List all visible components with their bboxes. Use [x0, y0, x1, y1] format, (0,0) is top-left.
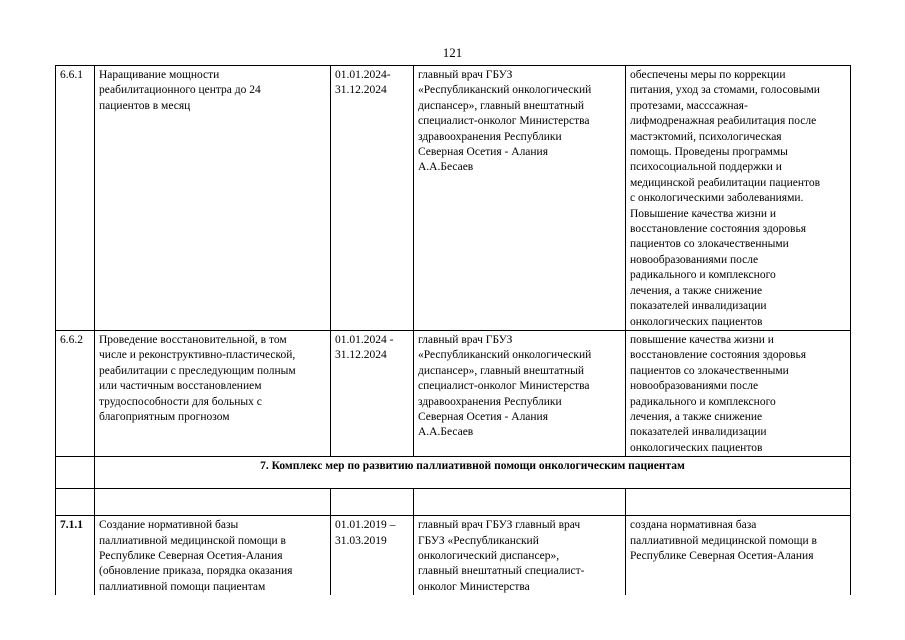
result-text-line: восстановление состояния здоровья	[630, 223, 806, 236]
section-number-cell	[56, 457, 95, 489]
result-text-line: психосоциальной поддержки и	[630, 161, 782, 174]
spacer-cell	[414, 489, 626, 516]
responsible-text-line: главный врач ГБУЗ главный врач	[418, 519, 581, 532]
responsible-text-line: здравоохранения Республики	[418, 395, 562, 408]
event-text-line: Наращивание мощности	[99, 69, 220, 81]
responsible-text-line: онколог Министерства	[418, 580, 530, 593]
date-cell	[331, 516, 414, 596]
responsible-cell	[414, 66, 626, 331]
result-text-line: лечения, а также снижение	[630, 410, 763, 423]
responsible-text-line: «Республиканский онкологический	[418, 84, 592, 97]
page-number: 121	[442, 45, 463, 60]
result-text-line: питания, уход за стомами, голосовыми	[630, 84, 820, 97]
result-text-line: онкологических пациентов	[630, 315, 763, 328]
result-text-line: пациентов со злокачественными	[630, 364, 789, 377]
result-cell	[626, 330, 851, 456]
result-text-line: пациентов со злокачественными	[630, 238, 789, 251]
responsible-text-line: здравоохранения Республики	[418, 130, 562, 143]
result-text-line: мастэктомий, психологическая	[630, 130, 782, 143]
spacer-cell	[56, 489, 95, 516]
result-text-line: протезами, масссажная-	[630, 99, 748, 112]
responsible-cell	[414, 516, 626, 596]
event-text-line: трудоспособности для больных с	[99, 395, 262, 408]
date-cell	[331, 66, 414, 331]
event-text-line: паллиативной медицинской помощи в	[99, 534, 286, 547]
row-number: 6.6.1	[56, 66, 95, 331]
result-cell	[626, 66, 851, 331]
table-row	[56, 516, 851, 596]
responsible-text-line: А.А.Бесаев	[418, 426, 474, 439]
responsible-text-line: онкологический диспансер»,	[418, 549, 560, 562]
responsible-text-line: Северная Осетия - Алания	[418, 146, 549, 159]
result-text-line: с онкологическими заболеваниями.	[630, 192, 804, 205]
event-text-line: Проведение восстановительной, в том	[99, 333, 287, 346]
event-text-line: реабилитационного центра до 24	[99, 84, 261, 97]
event-text-line: благоприятным прогнозом	[99, 410, 230, 423]
date-end: 31.12.2024	[335, 349, 387, 362]
row-number: 6.6.2	[56, 330, 95, 456]
date-start: 01.01.2024-	[335, 69, 391, 81]
result-text-line: онкологических пациентов	[630, 441, 763, 454]
spacer-cell	[626, 489, 851, 516]
result-text-line: лифмодренажная реабилитация после	[630, 115, 817, 128]
result-text-line: показателей инвалидизации	[630, 426, 767, 439]
result-text-line: лечения, а также снижение	[630, 284, 763, 297]
responsible-text-line: главный врач ГБУЗ	[418, 69, 513, 81]
result-text-line: помощь. Проведены программы	[630, 146, 788, 159]
event-cell	[95, 516, 331, 596]
responsible-text-line: главный врач ГБУЗ	[418, 333, 513, 346]
event-text-line: числе и реконструктивно-пластической,	[99, 349, 296, 362]
section-header-row	[56, 457, 851, 489]
responsible-text-line: Северная Осетия - Алания	[418, 410, 549, 423]
table-row	[56, 330, 851, 456]
result-text-line: восстановление состояния здоровья	[630, 349, 806, 362]
date-end: 31.03.2019	[335, 534, 387, 547]
spacer-cell	[95, 489, 331, 516]
event-text-line: (обновление приказа, порядка оказания	[99, 565, 293, 578]
activity-plan-table	[55, 65, 851, 595]
date-cell	[331, 330, 414, 456]
responsible-text-line: главный внештатный специалист-	[418, 565, 585, 578]
result-cell	[626, 516, 851, 596]
event-text-line: Республике Северная Осетия-Алания	[99, 549, 283, 562]
result-text-line: новообразованиями после	[630, 380, 759, 393]
responsible-text-line: специалист-онколог Министерства	[418, 380, 590, 393]
result-text-line: новообразованиями после	[630, 253, 759, 266]
result-text-line: медицинской реабилитации пациентов	[630, 176, 821, 189]
result-text-line: обеспечены меры по коррекции	[630, 69, 786, 81]
result-text-line: Повышение качества жизни и	[630, 207, 777, 220]
date-start: 01.01.2024 -	[335, 333, 394, 346]
responsible-text-line: ГБУЗ «Республиканский	[418, 534, 539, 547]
event-text-line: паллиативной помощи пациентам	[99, 580, 266, 593]
event-text-line: пациентов в месяц	[99, 99, 191, 112]
responsible-text-line: специалист-онколог Министерства	[418, 115, 590, 128]
event-text-line: реабилитации с преследующим полным	[99, 364, 296, 377]
event-text-line: или частичным восстановлением	[99, 380, 262, 393]
responsible-text-line: диспансер», главный внештатный	[418, 99, 585, 112]
responsible-text-line: «Республиканский онкологический	[418, 349, 592, 362]
spacer-row	[56, 489, 851, 516]
result-text-line: повышение качества жизни и	[630, 333, 774, 346]
spacer-cell	[331, 489, 414, 516]
section-title: 7. Комплекс мер по развитию паллиативной помощи онкологическим пациентам	[95, 457, 851, 489]
responsible-text-line: диспансер», главный внештатный	[418, 364, 585, 377]
result-text-line: Республике Северная Осетия-Алания	[630, 549, 814, 562]
responsible-cell	[414, 330, 626, 456]
event-cell	[95, 66, 331, 331]
result-text-line: показателей инвалидизации	[630, 300, 767, 313]
result-text-line: создана нормативная база	[630, 519, 757, 532]
event-text-line: Создание нормативной базы	[99, 519, 239, 532]
table-row	[56, 66, 851, 331]
row-number: 7.1.1	[56, 516, 95, 596]
result-text-line: радикального и комплексного	[630, 395, 776, 408]
result-text-line: паллиативной медицинской помощи в	[630, 534, 817, 547]
date-end: 31.12.2024	[335, 84, 387, 97]
responsible-text-line: А.А.Бесаев	[418, 161, 474, 174]
date-start: 01.01.2019 –	[335, 519, 396, 532]
event-cell	[95, 330, 331, 456]
result-text-line: радикального и комплексного	[630, 269, 776, 282]
